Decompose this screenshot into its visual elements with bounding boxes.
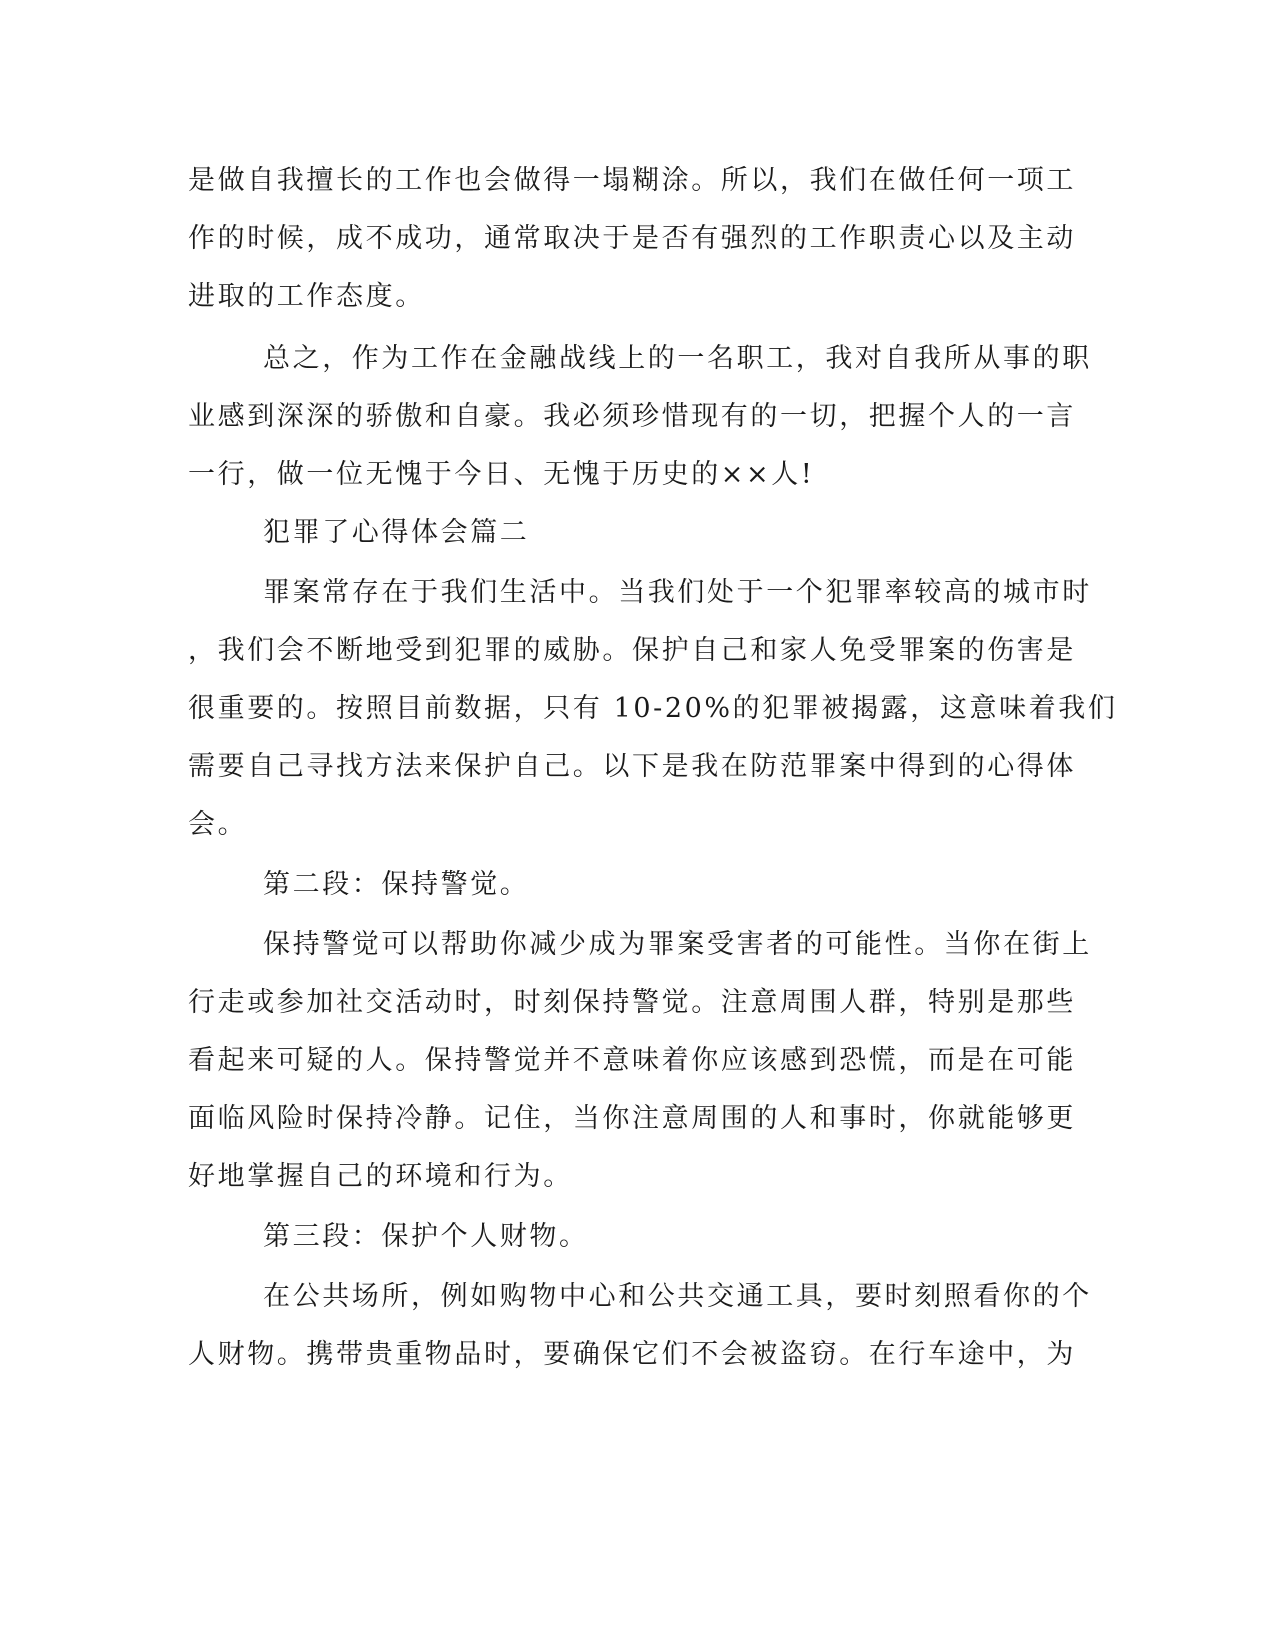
text-line: 人财物。携带贵重物品时，要确保它们不会被盗窃。在行车途中，为 (188, 1339, 1076, 1370)
section-heading: 犯罪了心得体会篇二 (263, 517, 530, 548)
text-line: 很重要的。按照目前数据，只有 10-20%的犯罪被揭露，这意味着我们 (188, 693, 1118, 724)
text-line: 会。 (188, 809, 248, 840)
text-line: 行走或参加社交活动时，时刻保持警觉。注意周围人群，特别是那些 (188, 987, 1076, 1018)
text-line: 一行，做一位无愧于今日、无愧于历史的××人! (188, 459, 815, 490)
text-line: 进取的工作态度。 (188, 281, 425, 312)
text-line: ，我们会不断地受到犯罪的威胁。保护自己和家人免受罪案的伤害是 (188, 635, 1076, 666)
text-line: 是做自我擅长的工作也会做得一塌糊涂。所以，我们在做任何一项工 (188, 165, 1076, 196)
text-line: 面临风险时保持冷静。记住，当你注意周围的人和事时，你就能够更 (188, 1103, 1076, 1134)
text-line: 罪案常存在于我们生活中。当我们处于一个犯罪率较高的城市时 (263, 577, 1092, 608)
text-line: 业感到深深的骄傲和自豪。我必须珍惜现有的一切，把握个人的一言 (188, 401, 1076, 432)
section-heading: 第二段：保持警觉。 (263, 869, 530, 900)
text-line: 在公共场所，例如购物中心和公共交通工具，要时刻照看你的个 (263, 1281, 1092, 1312)
text-line: 作的时候，成不成功，通常取决于是否有强烈的工作职责心以及主动 (188, 223, 1076, 254)
text-line: 好地掌握自己的环境和行为。 (188, 1161, 573, 1192)
text-line: 总之，作为工作在金融战线上的一名职工，我对自我所从事的职 (263, 343, 1092, 374)
text-line: 保持警觉可以帮助你减少成为罪案受害者的可能性。当你在街上 (263, 929, 1092, 960)
text-line: 需要自己寻找方法来保护自己。以下是我在防范罪案中得到的心得体 (188, 751, 1076, 782)
section-heading: 第三段：保护个人财物。 (263, 1221, 589, 1252)
text-line: 看起来可疑的人。保持警觉并不意味着你应该感到恐慌，而是在可能 (188, 1045, 1076, 1076)
